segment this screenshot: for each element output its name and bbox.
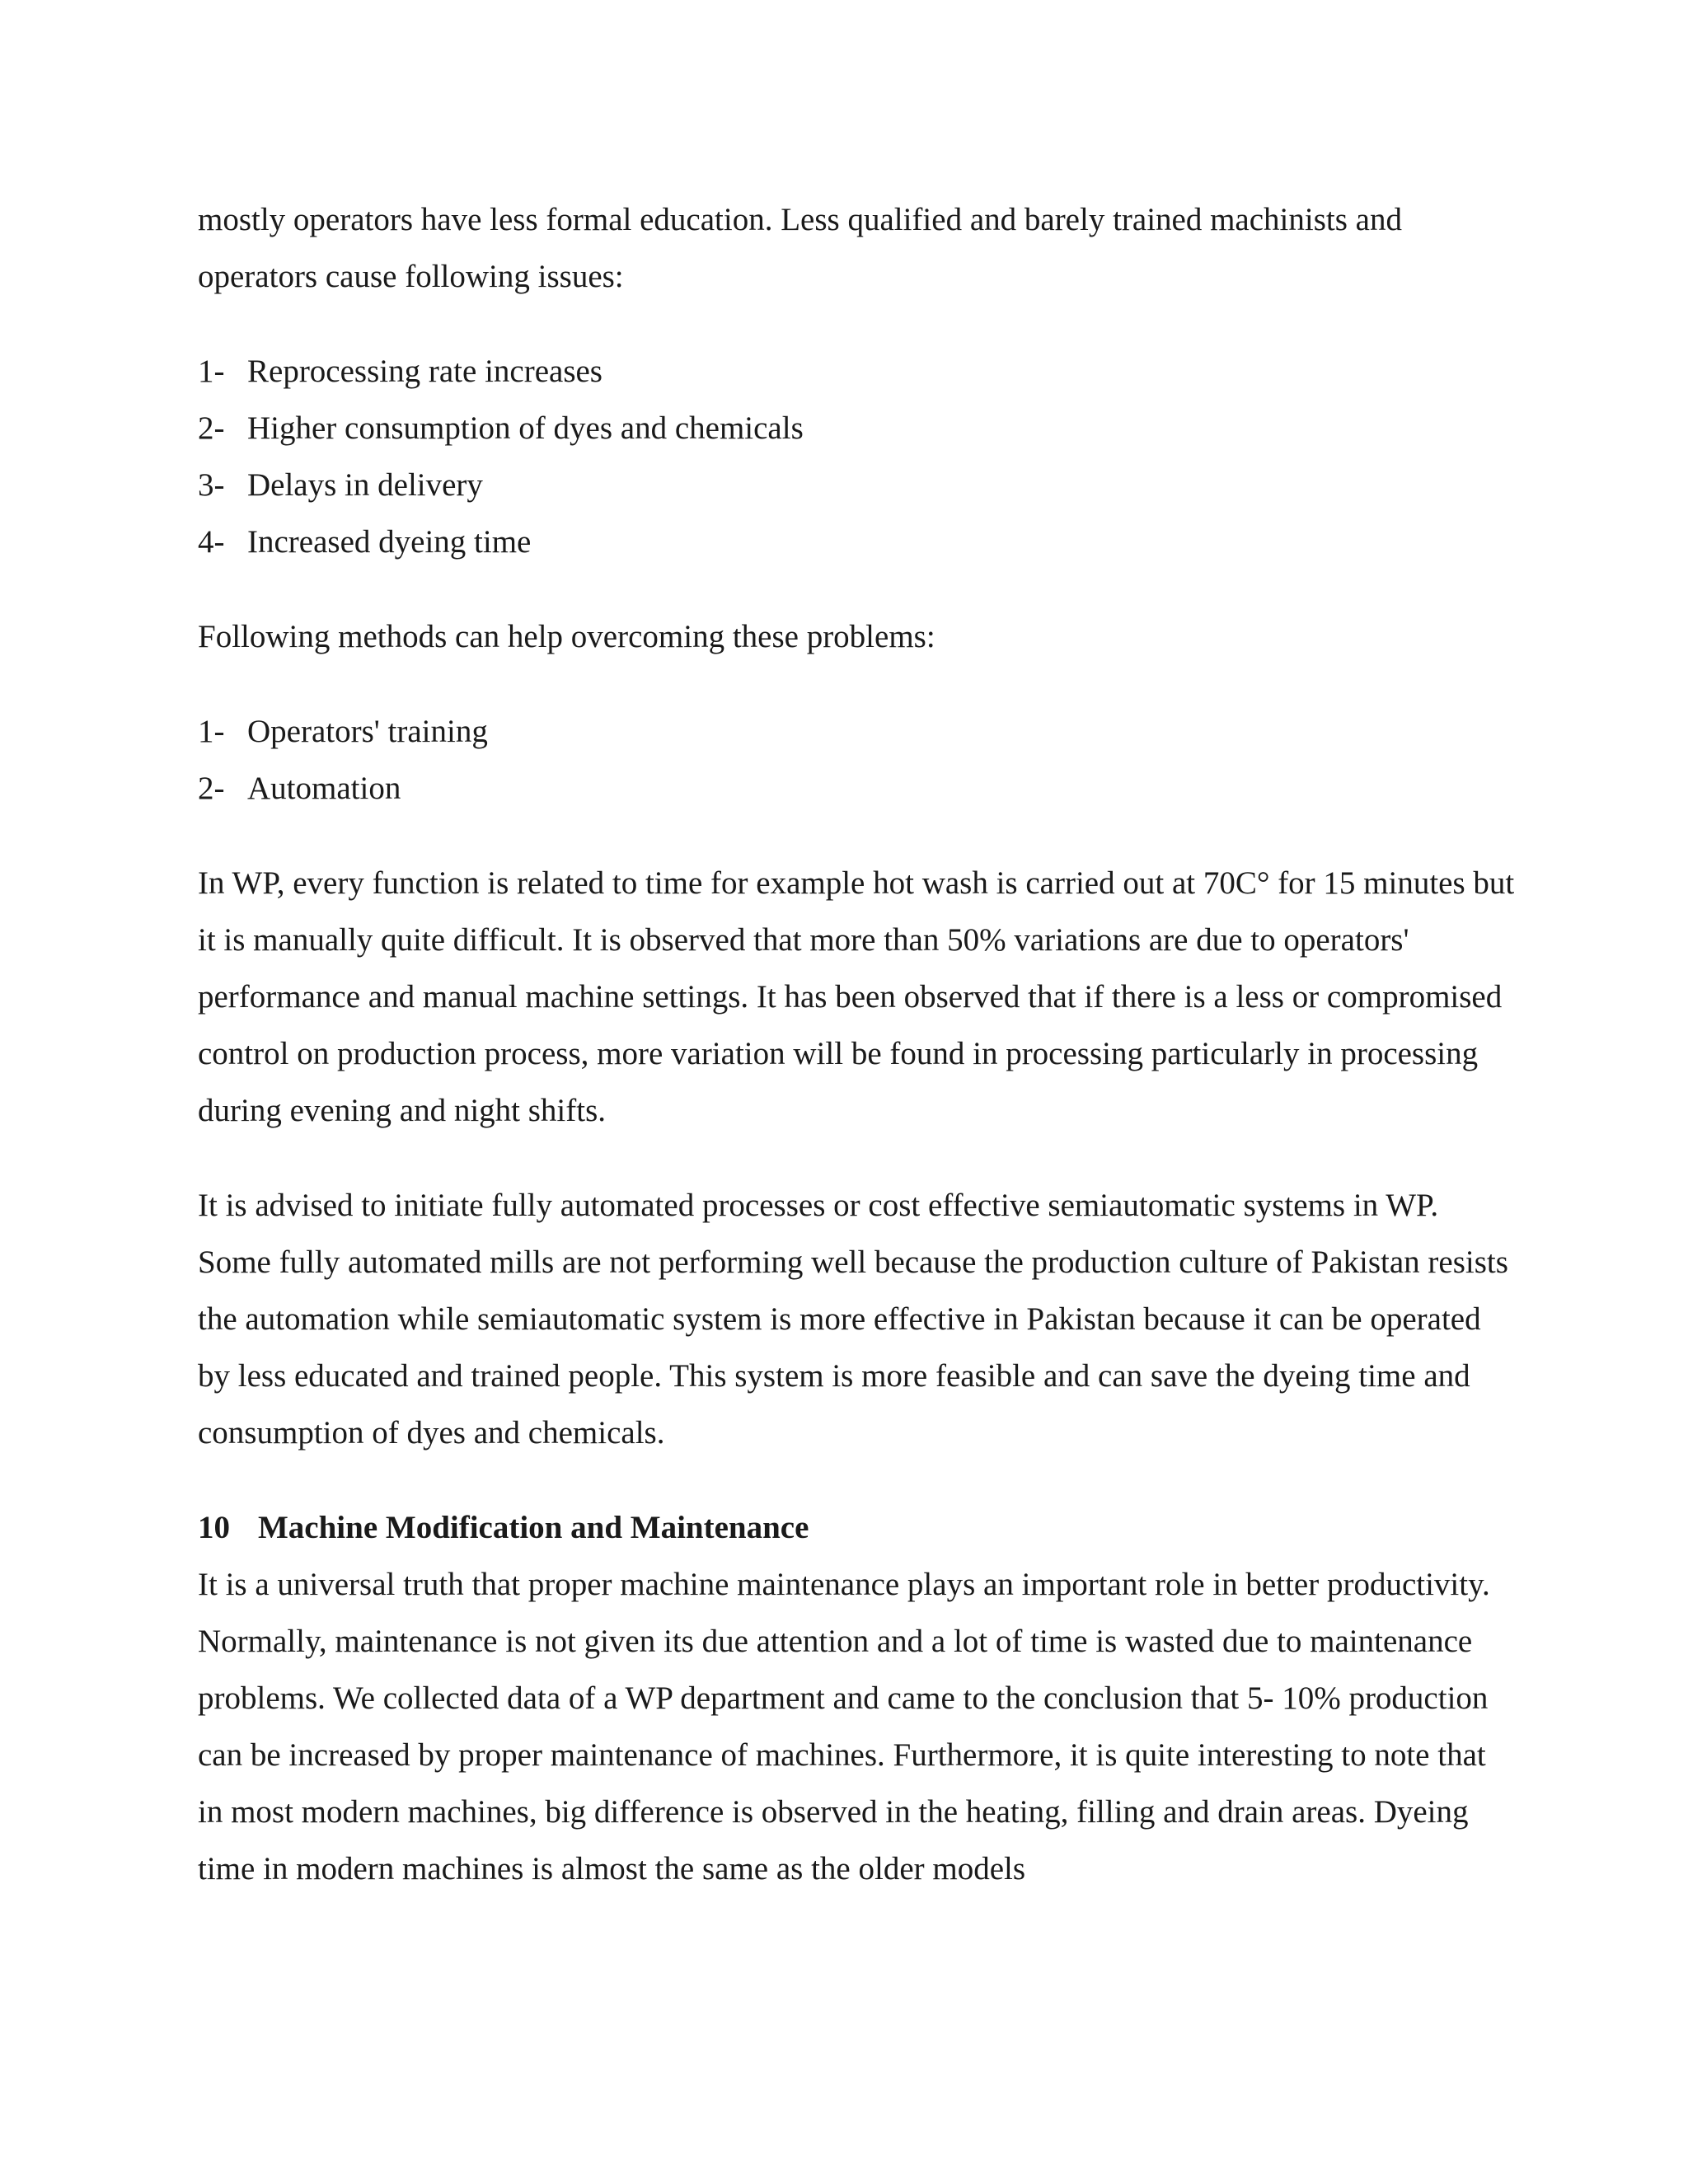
list-item xyxy=(198,400,1517,457)
list-item xyxy=(198,457,1517,513)
list-item-number: 2- xyxy=(198,410,225,446)
section-title: Machine Modification and Maintenance xyxy=(258,1510,809,1545)
list-item-text: Delays in delivery xyxy=(247,467,483,503)
list-item xyxy=(198,760,1517,817)
automation-advice-paragraph: It is advised to initiate fully automated processes or cost effective semiautomatic systems in WP. Some fully automated mills are not performing well because the production culture of Pakistan resists the automation while semiautomatic system is more effective in Pakistan because it can be operated by less educated and trained people. This system is more feasible and can save the dyeing time and consumption of dyes and chemicals. xyxy=(198,1188,1508,1451)
wp-time-paragraph: In WP, every function is related to time for example hot wash is carried out at 70C° for 15 minutes but it is manually quite difficult. It is observed that more than 50% variations are due to operators' performance and manual machine settings. It has been observed that if there is a less or compromised control on production process, more variation will be found in processing particularly in processing during evening and night shifts. xyxy=(198,865,1515,1128)
list-item-number: 1- xyxy=(198,714,225,749)
list-item-text: Reprocessing rate increases xyxy=(247,354,603,389)
section-body-paragraph: It is a universal truth that proper machine maintenance plays an important role in better productivity. Normally, maintenance is not given its due attention and a lot of time is wasted due to maintenance problems. We collected data of a WP department and came to the conclusion that 5- 10% production can be increased by proper maintenance of machines. Furthermore, it is quite interesting to note that in most modern machines, big difference is observed in the heating, filling and drain areas. Dyeing time in modern machines is almost the same as the older models xyxy=(198,1567,1490,1886)
issues-list xyxy=(198,343,1517,570)
list-item-number: 1- xyxy=(198,354,225,389)
section-number: 10 xyxy=(198,1510,230,1545)
methods-list xyxy=(198,703,1517,817)
list-item-text: Operators' training xyxy=(247,714,488,749)
list-item xyxy=(198,513,1517,570)
document-content xyxy=(198,191,1517,1897)
methods-intro-paragraph: Following methods can help overcoming these problems: xyxy=(198,619,935,654)
intro-paragraph: mostly operators have less formal education. Less qualified and barely trained machinists and operators cause following issues: xyxy=(198,202,1402,294)
list-item-number: 3- xyxy=(198,467,225,503)
section-heading xyxy=(198,1499,1517,1556)
list-item-text: Higher consumption of dyes and chemicals xyxy=(247,410,804,446)
list-item xyxy=(198,703,1517,760)
list-item-number: 2- xyxy=(198,771,225,806)
list-item-number: 4- xyxy=(198,524,225,560)
list-item-text: Automation xyxy=(247,771,401,806)
list-item-text: Increased dyeing time xyxy=(247,524,532,560)
list-item xyxy=(198,343,1517,400)
